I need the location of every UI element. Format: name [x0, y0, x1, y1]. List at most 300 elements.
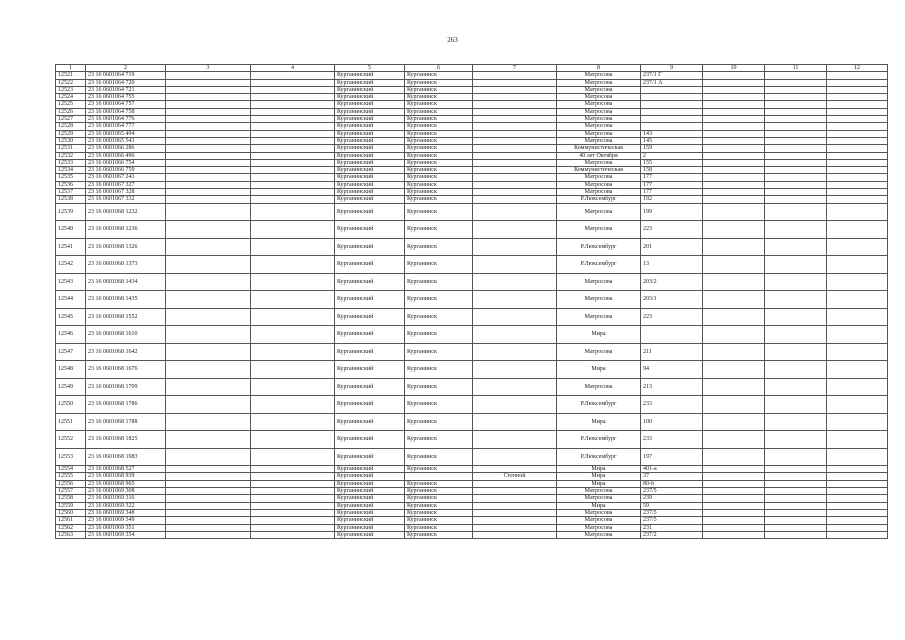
cell-col-2: 23 16 0601068 1610	[86, 326, 166, 344]
cell-col-4	[251, 378, 335, 396]
cell-col-6: Курганинск	[405, 524, 473, 531]
cell-col-10	[703, 94, 765, 101]
cell-col-9: 239	[641, 495, 703, 502]
cell-col-12	[827, 488, 888, 495]
page-number: 263	[447, 36, 458, 44]
cell-col-1: 12538	[56, 196, 86, 203]
table-row	[56, 517, 888, 524]
cell-col-1: 12543	[56, 273, 86, 291]
cell-col-3	[166, 431, 251, 449]
cell-col-5: Курганинский	[335, 413, 405, 431]
cell-col-6: Курганинск	[405, 167, 473, 174]
cell-col-11	[765, 221, 827, 239]
cell-col-6: Курганинск	[405, 517, 473, 524]
cell-col-8: Матросова	[557, 509, 641, 516]
cell-col-3	[166, 238, 251, 256]
cell-col-10	[703, 256, 765, 274]
cell-col-10	[703, 495, 765, 502]
cell-col-8: Матросова	[557, 517, 641, 524]
cell-col-10	[703, 238, 765, 256]
cell-col-8: Р.Люксембург	[557, 196, 641, 203]
cell-col-9: 197	[641, 448, 703, 466]
cell-col-10	[703, 502, 765, 509]
cell-col-2: 23 16 0601068 1236	[86, 221, 166, 239]
cell-col-1: 12557	[56, 488, 86, 495]
cell-col-8: Р.Люксембург	[557, 396, 641, 414]
column-header-3: 3	[166, 65, 251, 72]
cell-col-7	[473, 495, 557, 502]
table-row	[56, 72, 888, 79]
cell-col-7	[473, 174, 557, 181]
cell-col-6: Курганинск	[405, 145, 473, 152]
cell-col-1: 12563	[56, 531, 86, 538]
cell-col-4	[251, 238, 335, 256]
cell-col-5: Курганинский	[335, 256, 405, 274]
cell-col-11	[765, 308, 827, 326]
cell-col-9: 213	[641, 378, 703, 396]
cell-col-4	[251, 488, 335, 495]
cell-col-11	[765, 473, 827, 480]
cell-col-9: 159	[641, 145, 703, 152]
cell-col-9: 237/5	[641, 488, 703, 495]
cell-col-2: 23 16 0601064 758	[86, 108, 166, 115]
cell-col-9: 155	[641, 159, 703, 166]
cell-col-1: 12521	[56, 72, 86, 79]
cell-col-12	[827, 524, 888, 531]
cell-col-1: 12535	[56, 174, 86, 181]
table-row	[56, 480, 888, 487]
cell-col-10	[703, 396, 765, 414]
table-row	[56, 238, 888, 256]
cell-col-4	[251, 116, 335, 123]
column-header-12: 12	[827, 65, 888, 72]
cell-col-9: 237/1 А	[641, 79, 703, 86]
cell-col-9: 203/1	[641, 291, 703, 309]
cell-col-1: 12541	[56, 238, 86, 256]
cell-col-6: Курганинск	[405, 116, 473, 123]
cell-col-3	[166, 159, 251, 166]
cell-col-11	[765, 517, 827, 524]
cell-col-11	[765, 79, 827, 86]
cell-col-5: Курганинский	[335, 145, 405, 152]
cell-col-2: 23 16 0601069 348	[86, 509, 166, 516]
cell-col-12	[827, 343, 888, 361]
cell-col-3	[166, 123, 251, 130]
cell-col-1: 12540	[56, 221, 86, 239]
cell-col-11	[765, 72, 827, 79]
cell-col-2: 23 16 0601068 1232	[86, 203, 166, 221]
cell-col-4	[251, 473, 335, 480]
cell-col-2: 23 16 0601064 757	[86, 101, 166, 108]
table-row	[56, 431, 888, 449]
cell-col-5: Курганинский	[335, 273, 405, 291]
cell-col-1: 12528	[56, 123, 86, 130]
cell-col-11	[765, 448, 827, 466]
cell-col-1: 12544	[56, 291, 86, 309]
table-row	[56, 116, 888, 123]
cell-col-4	[251, 159, 335, 166]
cell-col-10	[703, 123, 765, 130]
cell-col-6: Курганинск	[405, 159, 473, 166]
cell-col-11	[765, 502, 827, 509]
cell-col-11	[765, 94, 827, 101]
cell-col-11	[765, 343, 827, 361]
cell-col-10	[703, 181, 765, 188]
cell-col-12	[827, 203, 888, 221]
cell-col-1: 12539	[56, 203, 86, 221]
cell-col-8: Матросова	[557, 94, 641, 101]
cell-col-8: Матросова	[557, 531, 641, 538]
cell-col-2: 23 16 0601067 328	[86, 189, 166, 196]
cell-col-9: 13	[641, 256, 703, 274]
cell-col-11	[765, 86, 827, 93]
cell-col-11	[765, 238, 827, 256]
cell-col-4	[251, 189, 335, 196]
cell-col-2: 23 16 0601069 351	[86, 524, 166, 531]
cell-col-9: 37	[641, 473, 703, 480]
cell-col-10	[703, 152, 765, 159]
cell-col-3	[166, 448, 251, 466]
cell-col-10	[703, 116, 765, 123]
cell-col-11	[765, 152, 827, 159]
cell-col-5: Курганинский	[335, 361, 405, 379]
table-row	[56, 396, 888, 414]
cell-col-9	[641, 326, 703, 344]
cell-col-2: 23 16 0601064 720	[86, 79, 166, 86]
cell-col-5: Курганинский	[335, 108, 405, 115]
column-header-6: 6	[405, 65, 473, 72]
cell-col-12	[827, 308, 888, 326]
table-row	[56, 145, 888, 152]
cell-col-11	[765, 326, 827, 344]
cell-col-3	[166, 361, 251, 379]
cell-col-12	[827, 413, 888, 431]
cell-col-8: Мира	[557, 473, 641, 480]
column-header-10: 10	[703, 65, 765, 72]
cell-col-12	[827, 509, 888, 516]
cell-col-4	[251, 167, 335, 174]
cell-col-4	[251, 524, 335, 531]
cell-col-8: Коммунистическая	[557, 145, 641, 152]
cell-col-12	[827, 326, 888, 344]
cell-col-7	[473, 524, 557, 531]
cell-col-9: 80-б	[641, 480, 703, 487]
cell-col-8: Матросова	[557, 123, 641, 130]
cell-col-1: 12532	[56, 152, 86, 159]
cell-col-4	[251, 448, 335, 466]
table-row	[56, 94, 888, 101]
cell-col-3	[166, 343, 251, 361]
cell-col-3	[166, 94, 251, 101]
cell-col-9: 201	[641, 238, 703, 256]
cell-col-7	[473, 94, 557, 101]
cell-col-3	[166, 221, 251, 239]
cell-col-10	[703, 174, 765, 181]
cell-col-11	[765, 378, 827, 396]
cell-col-3	[166, 86, 251, 93]
cell-col-10	[703, 203, 765, 221]
cell-col-5: Курганинский	[335, 221, 405, 239]
cell-col-3	[166, 167, 251, 174]
cell-col-11	[765, 167, 827, 174]
cell-col-7	[473, 291, 557, 309]
cell-col-5: Курганинский	[335, 466, 405, 473]
cell-col-7	[473, 123, 557, 130]
cell-col-12	[827, 108, 888, 115]
table-row	[56, 413, 888, 431]
table-row	[56, 256, 888, 274]
cell-col-2: 23 16 0601068 1825	[86, 431, 166, 449]
cell-col-2: 23 16 0601064 777	[86, 123, 166, 130]
cell-col-9: 145	[641, 137, 703, 144]
cell-col-10	[703, 509, 765, 516]
cell-col-5: Курганинский	[335, 480, 405, 487]
cell-col-10	[703, 448, 765, 466]
cell-col-2: 23 16 0601068 1709	[86, 378, 166, 396]
cell-col-5: Курганинский	[335, 531, 405, 538]
cell-col-5: Курганинский	[335, 167, 405, 174]
cell-col-12	[827, 517, 888, 524]
cell-col-6: Курганинск	[405, 488, 473, 495]
cell-col-4	[251, 130, 335, 137]
cell-col-5: Курганинский	[335, 378, 405, 396]
table-row	[56, 502, 888, 509]
cell-col-7: Степной	[473, 473, 557, 480]
cell-col-7	[473, 466, 557, 473]
cell-col-12	[827, 502, 888, 509]
cell-col-1: 12562	[56, 524, 86, 531]
cell-col-12	[827, 196, 888, 203]
cell-col-10	[703, 326, 765, 344]
cell-col-12	[827, 396, 888, 414]
table-row	[56, 189, 888, 196]
cell-col-4	[251, 308, 335, 326]
cell-col-5: Курганинский	[335, 181, 405, 188]
cell-col-9: 237/5	[641, 509, 703, 516]
cell-col-11	[765, 108, 827, 115]
cell-col-1: 12553	[56, 448, 86, 466]
cell-col-5: Курганинский	[335, 517, 405, 524]
cell-col-12	[827, 174, 888, 181]
cell-col-7	[473, 531, 557, 538]
table-row	[56, 203, 888, 221]
cell-col-3	[166, 308, 251, 326]
cell-col-9: 2	[641, 152, 703, 159]
cell-col-9	[641, 123, 703, 130]
cell-col-10	[703, 291, 765, 309]
cell-col-12	[827, 480, 888, 487]
cell-col-4	[251, 343, 335, 361]
cell-col-8: Матросова	[557, 181, 641, 188]
cell-col-10	[703, 72, 765, 79]
cell-col-12	[827, 116, 888, 123]
cell-col-8: Матросова	[557, 488, 641, 495]
cell-col-9: 237/5	[641, 517, 703, 524]
cell-col-8: Матросова	[557, 174, 641, 181]
cell-col-7	[473, 167, 557, 174]
cell-col-4	[251, 196, 335, 203]
cell-col-7	[473, 413, 557, 431]
cell-col-11	[765, 509, 827, 516]
cell-col-10	[703, 108, 765, 115]
cell-col-8: Матросова	[557, 495, 641, 502]
cell-col-5: Курганинский	[335, 203, 405, 221]
cell-col-9: 223	[641, 221, 703, 239]
cell-col-2: 23 16 0601068 1676	[86, 361, 166, 379]
cell-col-4	[251, 431, 335, 449]
cell-col-5: Курганинский	[335, 343, 405, 361]
cell-col-12	[827, 431, 888, 449]
cell-col-12	[827, 378, 888, 396]
cell-col-8: Р.Люксембург	[557, 431, 641, 449]
cell-col-7	[473, 502, 557, 509]
cell-col-9: 233	[641, 431, 703, 449]
cell-col-1: 12554	[56, 466, 86, 473]
cell-col-9: 94	[641, 361, 703, 379]
cell-col-10	[703, 488, 765, 495]
cell-col-5: Курганинский	[335, 326, 405, 344]
cell-col-6: Курганинск	[405, 480, 473, 487]
cell-col-8: Матросова	[557, 189, 641, 196]
cell-col-12	[827, 86, 888, 93]
cell-col-9: 177	[641, 174, 703, 181]
cell-col-10	[703, 524, 765, 531]
cell-col-7	[473, 116, 557, 123]
cell-col-3	[166, 495, 251, 502]
cell-col-2: 23 16 0601069 322	[86, 502, 166, 509]
cell-col-1: 12527	[56, 116, 86, 123]
cell-col-3	[166, 256, 251, 274]
cell-col-1: 12530	[56, 137, 86, 144]
cell-col-2: 23 16 0601068 1786	[86, 396, 166, 414]
cell-col-3	[166, 531, 251, 538]
cell-col-1: 12523	[56, 86, 86, 93]
table-row	[56, 221, 888, 239]
cell-col-1: 12559	[56, 502, 86, 509]
table-row	[56, 488, 888, 495]
table-row	[56, 509, 888, 516]
cell-col-10	[703, 189, 765, 196]
cell-col-7	[473, 203, 557, 221]
cell-col-7	[473, 101, 557, 108]
cell-col-2: 23 16 0601068 1326	[86, 238, 166, 256]
cell-col-1: 12551	[56, 413, 86, 431]
cell-col-3	[166, 196, 251, 203]
cell-col-10	[703, 145, 765, 152]
cell-col-1: 12531	[56, 145, 86, 152]
cell-col-7	[473, 137, 557, 144]
cell-col-10	[703, 473, 765, 480]
cell-col-5: Курганинский	[335, 152, 405, 159]
cell-col-7	[473, 238, 557, 256]
table-row	[56, 123, 888, 130]
cell-col-12	[827, 145, 888, 152]
cell-col-1: 12525	[56, 101, 86, 108]
cell-col-2: 23 16 0601068 1435	[86, 291, 166, 309]
column-header-2: 2	[86, 65, 166, 72]
cadastral-table	[55, 64, 888, 539]
cell-col-4	[251, 221, 335, 239]
cell-col-11	[765, 495, 827, 502]
cell-col-1: 12534	[56, 167, 86, 174]
cell-col-10	[703, 273, 765, 291]
cell-col-11	[765, 361, 827, 379]
cell-col-12	[827, 221, 888, 239]
cell-col-12	[827, 273, 888, 291]
cell-col-2: 23 16 0601069 349	[86, 517, 166, 524]
cell-col-8: Р.Люксембург	[557, 256, 641, 274]
cell-col-1: 12545	[56, 308, 86, 326]
cell-col-7	[473, 86, 557, 93]
cell-col-9: 233	[641, 396, 703, 414]
cell-col-4	[251, 291, 335, 309]
cell-col-1: 12542	[56, 256, 86, 274]
cell-col-6: Курганинск	[405, 396, 473, 414]
cell-col-8: Р.Люксембург	[557, 448, 641, 466]
cell-col-11	[765, 480, 827, 487]
cell-col-1: 12524	[56, 94, 86, 101]
cell-col-10	[703, 130, 765, 137]
cell-col-6: Курганинск	[405, 238, 473, 256]
cell-col-6: Курганинск	[405, 72, 473, 79]
cell-col-6: Курганинск	[405, 189, 473, 196]
cell-col-10	[703, 343, 765, 361]
column-header-11: 11	[765, 65, 827, 72]
cell-col-5: Курганинский	[335, 116, 405, 123]
cell-col-8: Матросова	[557, 86, 641, 93]
cell-col-6: Курганинск	[405, 174, 473, 181]
table-row	[56, 343, 888, 361]
cell-col-4	[251, 152, 335, 159]
column-header-8: 8	[557, 65, 641, 72]
cell-col-11	[765, 137, 827, 144]
cell-col-8: Мира	[557, 361, 641, 379]
cell-col-10	[703, 167, 765, 174]
cell-col-8: Матросова	[557, 203, 641, 221]
cell-col-10	[703, 308, 765, 326]
cell-col-6: Курганинск	[405, 291, 473, 309]
cell-col-8: Матросова	[557, 343, 641, 361]
cell-col-6: Курганинск	[405, 152, 473, 159]
cell-col-6: Курганинск	[405, 123, 473, 130]
cell-col-11	[765, 130, 827, 137]
cell-col-3	[166, 101, 251, 108]
cell-col-7	[473, 488, 557, 495]
table-row	[56, 137, 888, 144]
cell-col-7	[473, 273, 557, 291]
cell-col-2: 23 16 0601064 776	[86, 116, 166, 123]
table-row	[56, 167, 888, 174]
cell-col-5: Курганинский	[335, 473, 405, 480]
cell-col-7	[473, 196, 557, 203]
cell-col-5: Курганинский	[335, 101, 405, 108]
cell-col-2: 23 16 0601068 965	[86, 480, 166, 487]
cell-col-2: 23 16 0601065 543	[86, 137, 166, 144]
cell-col-3	[166, 79, 251, 86]
table-row	[56, 130, 888, 137]
cell-col-3	[166, 396, 251, 414]
cell-col-6: Курганинск	[405, 101, 473, 108]
table-row	[56, 196, 888, 203]
cell-col-12	[827, 238, 888, 256]
cell-col-11	[765, 466, 827, 473]
cell-col-10	[703, 378, 765, 396]
cell-col-3	[166, 291, 251, 309]
cell-col-7	[473, 308, 557, 326]
cell-col-5: Курганинский	[335, 123, 405, 130]
table-row	[56, 466, 888, 473]
cell-col-12	[827, 181, 888, 188]
